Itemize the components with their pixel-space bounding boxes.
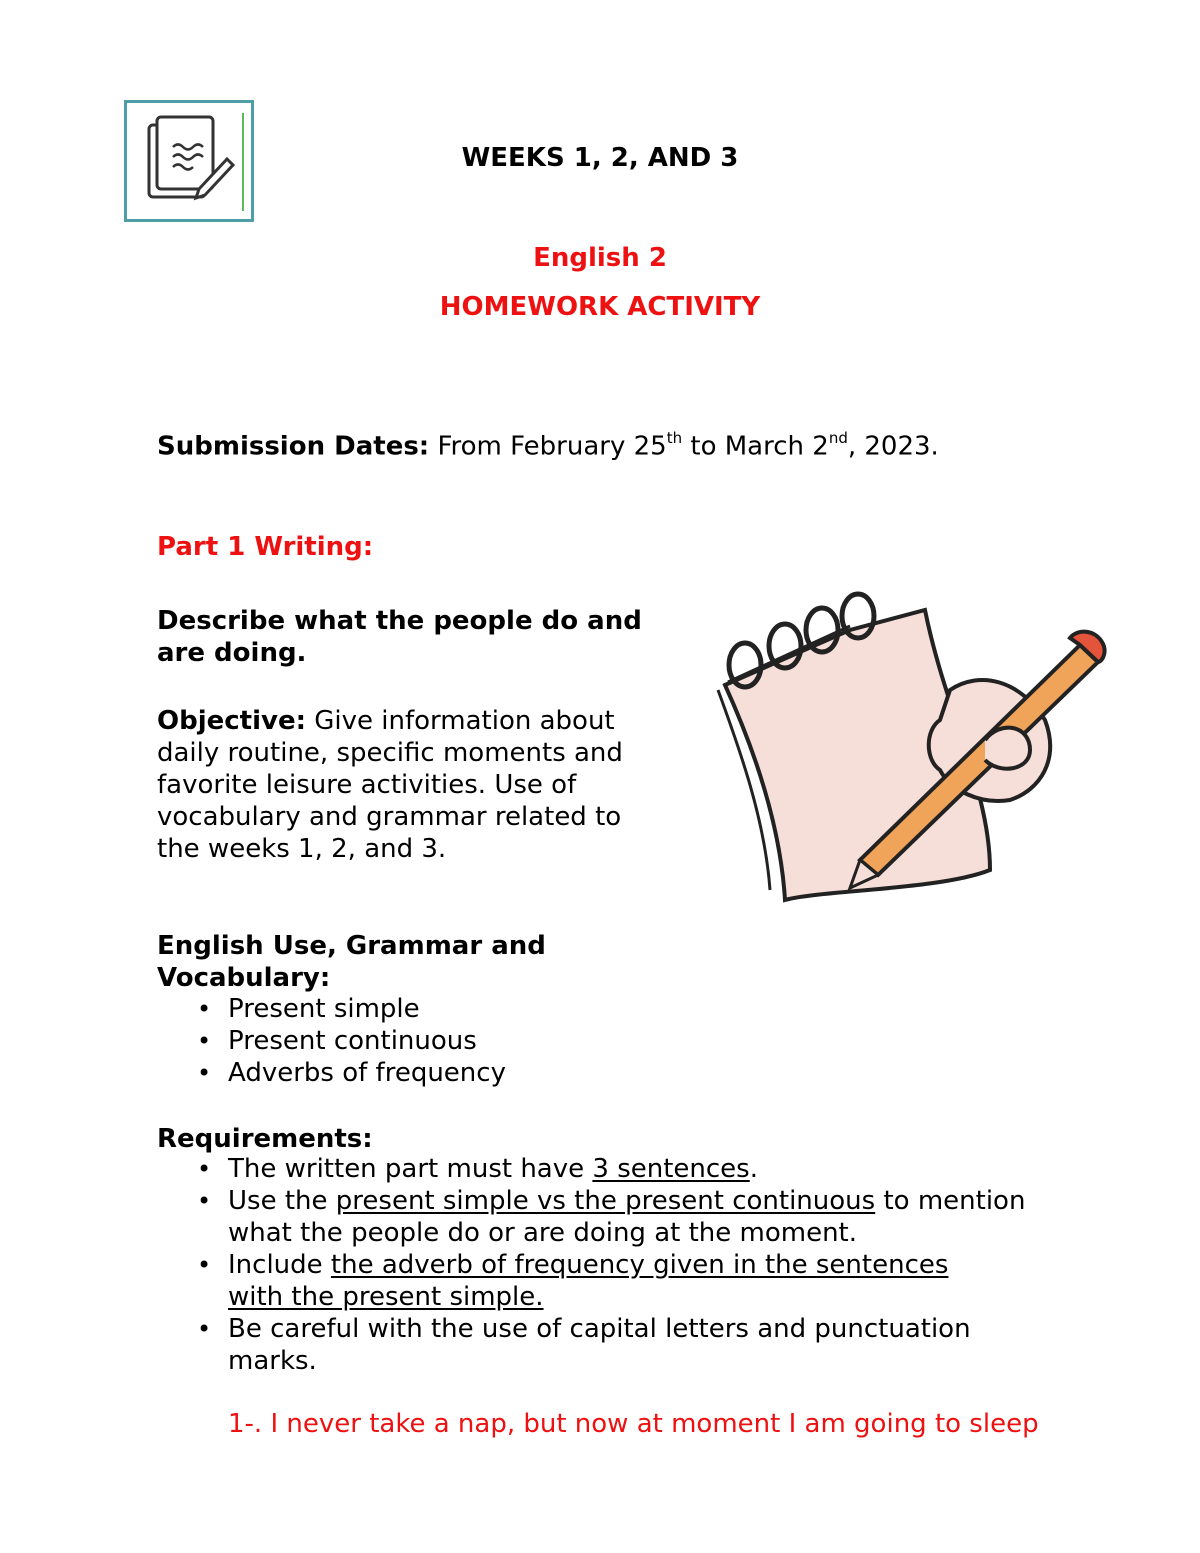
requirement-text: Include <box>228 1250 331 1280</box>
requirement-item <box>157 1185 1037 1249</box>
requirement-text: The written part must have <box>228 1154 593 1184</box>
requirements-list <box>157 1153 1037 1377</box>
grammar-heading: English Use, Grammar and Vocabulary: <box>157 931 546 993</box>
activity-title: HOMEWORK ACTIVITY <box>439 292 761 322</box>
requirement-text: . <box>749 1154 758 1184</box>
requirement-underlined: 3 sentences <box>592 1154 750 1184</box>
requirement-underlined: the adverb of frequency given in the sentences with the present simple. <box>228 1250 949 1312</box>
submission-dates <box>157 424 939 463</box>
submission-text-2: to March 2 <box>682 431 829 462</box>
submission-text-3: , 2023. <box>847 431 939 462</box>
task-description: Describe what the people do and are doing. <box>157 606 642 668</box>
requirement-underlined: present simple vs the present continuous <box>335 1186 876 1216</box>
submission-label: Submission Dates: <box>157 431 430 462</box>
requirement-text: to mention what the people do or are doing at the moment. <box>228 1186 1026 1248</box>
requirement-text: Use the <box>228 1186 336 1216</box>
answer-sentence-1: 1-. I never take a nap, but now at moment I am going to sleep <box>228 1409 1039 1439</box>
submission-sup-1: th <box>666 429 683 447</box>
weeks-title: WEEKS 1, 2, AND 3 <box>461 143 739 173</box>
submission-text-1: From February 25 <box>429 431 667 462</box>
course-title: English 2 <box>533 243 667 273</box>
grammar-item: • Present simple <box>157 993 506 1025</box>
submission-sup-2: nd <box>828 429 848 447</box>
notepad-pencil-illustration <box>700 590 1110 910</box>
part1-heading: Part 1 Writing: <box>157 532 374 562</box>
objective-text: Give information about daily routine, specific moments and favorite leisure activities. Use of vocabulary and grammar related to the weeks 1, 2, and 3. <box>157 706 623 864</box>
requirement-item <box>157 1153 1037 1185</box>
requirement-item <box>157 1249 1037 1313</box>
grammar-list <box>157 993 506 1089</box>
grammar-item: • Adverbs of frequency <box>157 1057 506 1089</box>
grammar-item: • Present continuous <box>157 1025 506 1057</box>
requirements-heading: Requirements: <box>157 1124 373 1154</box>
objective-label: Objective: <box>157 706 306 736</box>
objective <box>157 705 657 865</box>
requirement-item: • Be careful with the use of capital letters and punctuation marks. <box>157 1313 1037 1377</box>
